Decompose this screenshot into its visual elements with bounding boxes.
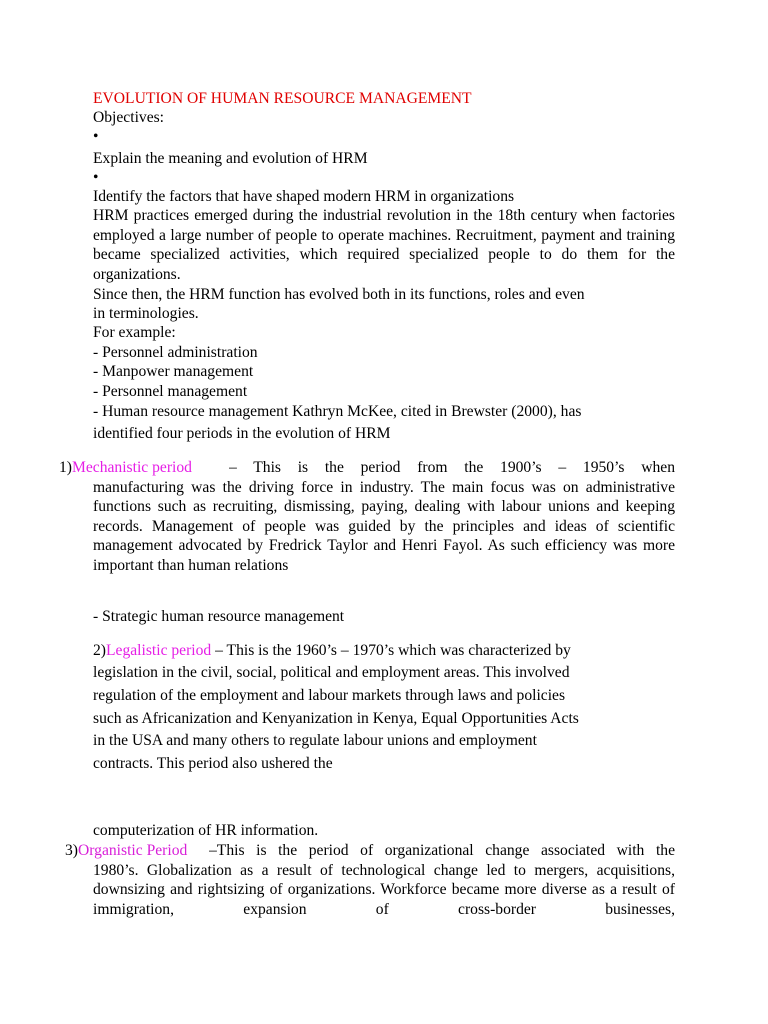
objective-2: Identify the factors that have shaped modern HRM in organizations — [93, 188, 515, 205]
period-2-line: regulation of the employment and labour markets through laws and policies — [93, 687, 566, 704]
term-item: - Personnel administration — [93, 344, 258, 361]
bullet-2: • — [93, 169, 99, 186]
term-item: - Personnel management — [93, 383, 248, 400]
period-2-name: Legalistic period — [106, 642, 212, 659]
since-line-1: Since then, the HRM function has evolved both in its functions, roles and even — [93, 286, 585, 303]
period-3-first-line: –This is the period of organizational change associated with the — [209, 842, 675, 859]
term-item: - Human resource management Kathryn McKee, cited in Brewster (2000), has — [93, 403, 582, 420]
period-2-line: legislation in the civil, social, political and employment areas. This involved — [93, 664, 570, 681]
bullet-1: • — [93, 128, 99, 145]
objectives-label: Objectives: — [93, 109, 165, 126]
period-1-first-line: – This is the period from the 1900’s – 1950’s when — [229, 459, 675, 476]
period-2-line: contracts. This period also ushered the — [93, 755, 333, 772]
document-title: EVOLUTION OF HUMAN RESOURCE MANAGEMENT — [93, 90, 472, 107]
period-3-body: 1980’s. Globalization as a result of technological change led to mergers, acquisitions, downsizing and rightsizing of organizations. Workforce became more diverse as a result of immigration, expansion of cross-border businesses, — [93, 861, 675, 918]
for-example-label: For example: — [93, 324, 176, 341]
period-2-first-line: – This is the 1960’s – 1970’s which was characterized by — [211, 642, 571, 659]
period-1-body: manufacturing was the driving force in industry. The main focus was on administrative functions such as recruiting, dismissing, paying, dealing with labour unions and keeping records. Management of people was guided by the principles and ideas of scientific management advocated by Fredrick Taylor and Henri Fayol. As such efficiency was more important than human relations — [93, 478, 675, 574]
intro-paragraph: HRM practices emerged during the industrial revolution in the 18th century when factories employed a large number of people to operate machines. Recruitment, payment and training became specialized activities, which required specialized people to do them for the organizations. — [93, 207, 675, 283]
period-2-number: 2) — [93, 642, 106, 659]
objective-1: Explain the meaning and evolution of HRM — [93, 150, 368, 167]
period-2-heading — [93, 639, 571, 662]
since-line-2: in terminologies. — [93, 305, 199, 322]
period-3-heading — [65, 841, 187, 860]
strategic-term: - Strategic human resource management — [93, 608, 345, 625]
period-2-line: such as Africanization and Kenyanization in Kenya, Equal Opportunities Acts — [93, 710, 579, 727]
computerization-line: computerization of HR information. — [93, 822, 319, 839]
period-1-heading — [59, 458, 192, 477]
period-2-line: in the USA and many others to regulate labour unions and employment — [93, 732, 537, 749]
term-item: - Manpower management — [93, 363, 254, 380]
period-1-name: Mechanistic period — [72, 459, 192, 476]
period-1-number: 1) — [59, 459, 72, 476]
period-3-name: Organistic Period — [78, 842, 188, 859]
periods-intro: identified four periods in the evolution of HRM — [93, 425, 391, 442]
period-3-number: 3) — [65, 842, 78, 859]
